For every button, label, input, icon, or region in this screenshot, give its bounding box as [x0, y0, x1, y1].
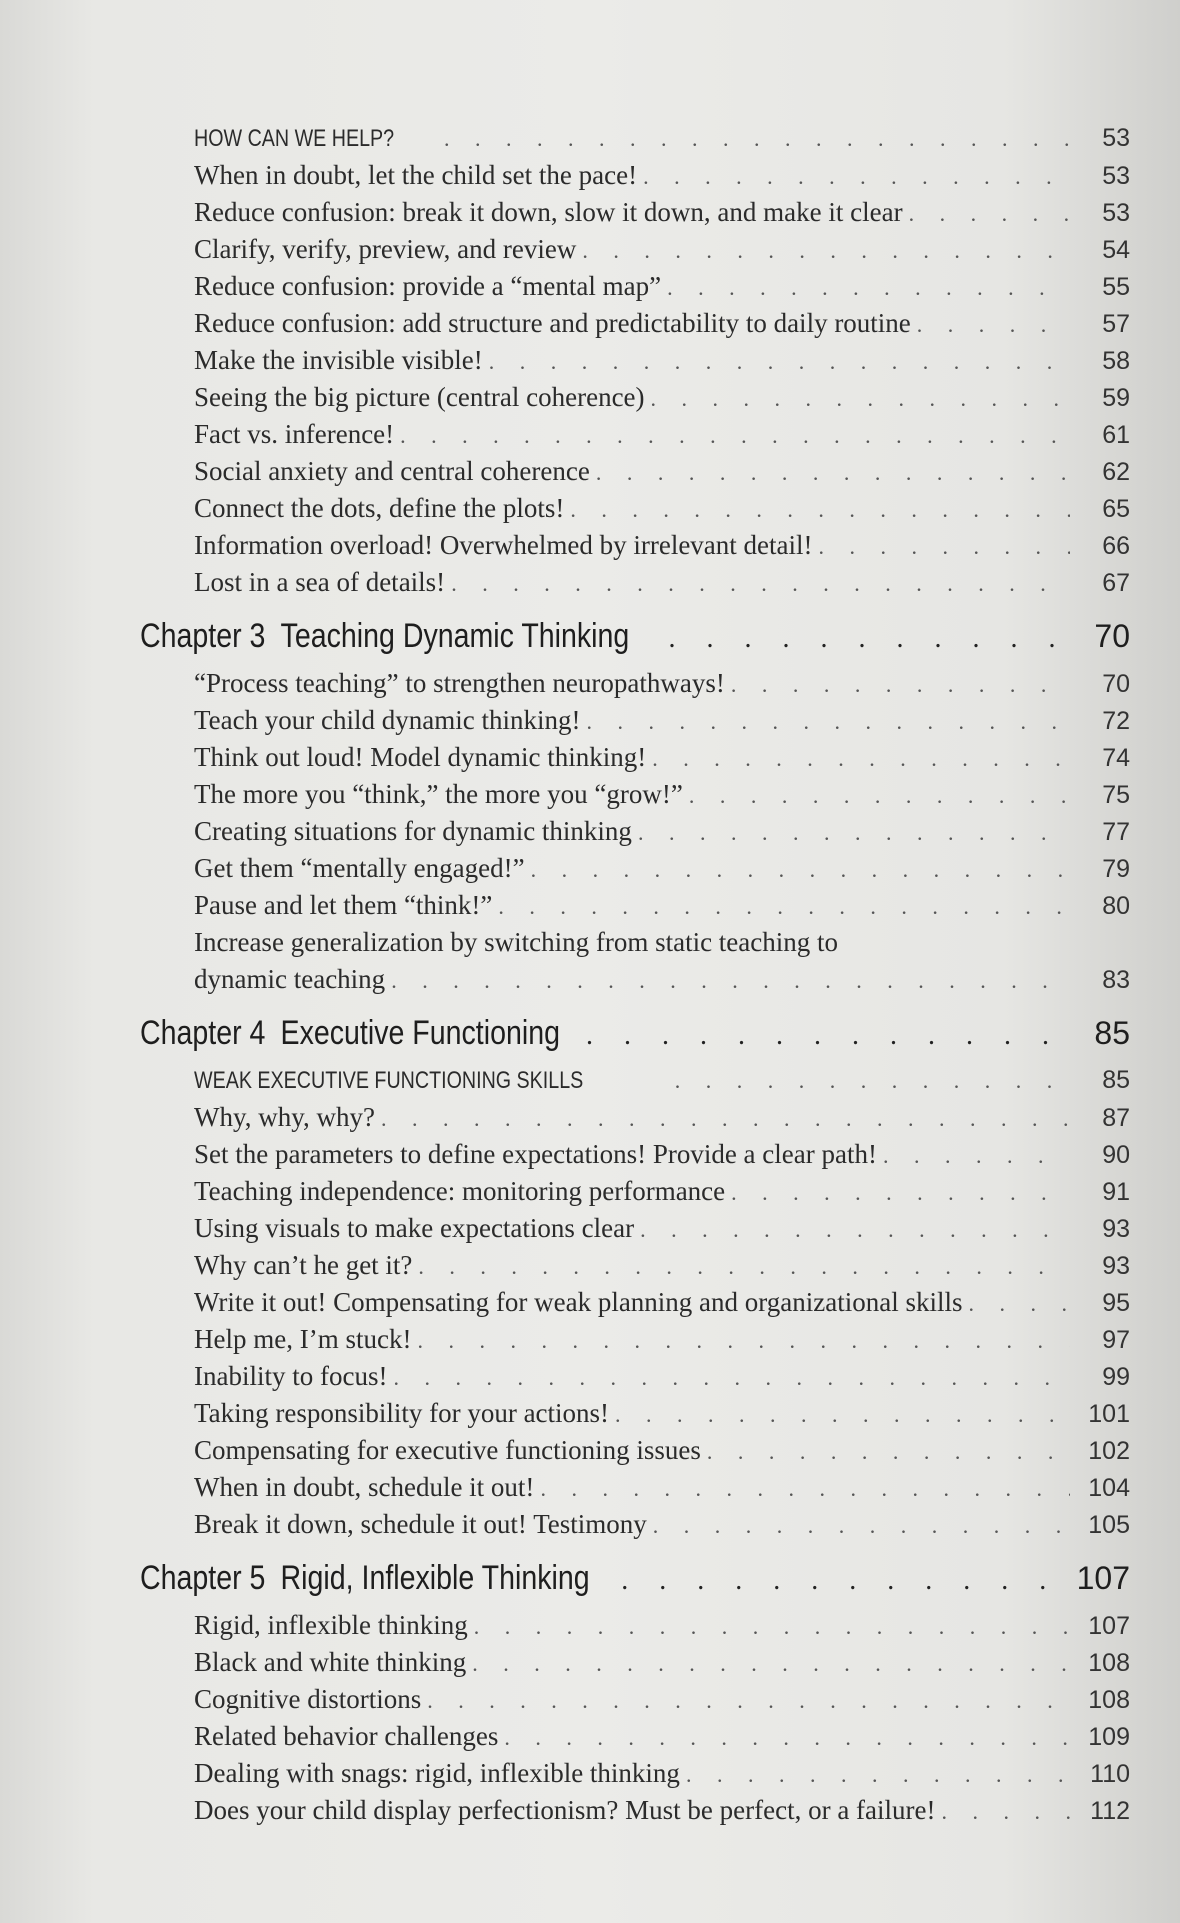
toc-entry — [140, 1432, 1130, 1469]
toc-entry-multiline-second — [140, 961, 1130, 998]
toc-entry — [140, 157, 1130, 194]
toc-entry-page: 110 — [1090, 1760, 1130, 1788]
toc-entry — [140, 1718, 1130, 1755]
toc-entry-title: Cognitive distortions — [194, 1684, 422, 1714]
toc-entry-page: 70 — [1102, 670, 1130, 698]
toc-entry — [140, 1062, 1130, 1099]
toc-entry-title: Rigid, inflexible thinking — [194, 1610, 468, 1640]
toc-entry-title: Does your child display perfectionism? Must be perfect, or a failure! — [194, 1795, 936, 1825]
toc-entry-title: Make the invisible visible! — [194, 345, 483, 375]
toc-entry — [140, 527, 1130, 564]
toc-entry-page: 67 — [1102, 569, 1130, 597]
dot-leader — [468, 1608, 1070, 1645]
toc-entry-title: Black and white thinking — [194, 1647, 467, 1677]
toc-entry-page: 75 — [1102, 781, 1130, 809]
toc-entry-page: 108 — [1088, 1686, 1130, 1714]
dot-leader — [412, 1248, 1070, 1285]
toc-entry — [140, 1395, 1130, 1432]
toc-entry — [140, 1358, 1130, 1395]
toc-entry-title: Taking responsibility for your actions! — [194, 1398, 610, 1428]
toc-entry-page: 59 — [1102, 384, 1130, 412]
toc-entry-title: Inability to focus! — [194, 1361, 388, 1391]
toc-entry — [140, 1506, 1130, 1543]
toc-entry — [140, 665, 1130, 702]
toc-entry-page: 112 — [1090, 1797, 1130, 1825]
dot-leader — [525, 851, 1070, 888]
toc-entry-multiline-first — [140, 924, 1130, 961]
dot-leader — [581, 703, 1070, 740]
toc-entry-title: Seeing the big picture (central coherence) — [194, 382, 645, 412]
toc-entry — [140, 1469, 1130, 1506]
dot-leader — [646, 740, 1070, 777]
toc-entry-title: Fact vs. inference! — [194, 419, 395, 449]
toc-entry-title: Help me, I’m stuck! — [194, 1324, 412, 1354]
toc-entry — [140, 564, 1130, 601]
dot-leader — [725, 666, 1070, 703]
toc-entry-title: Why can’t he get it? — [194, 1250, 413, 1280]
toc-entry-page: 108 — [1088, 1649, 1130, 1677]
toc-entry — [140, 305, 1130, 342]
toc-entry-page: 101 — [1088, 1400, 1130, 1428]
toc-entry-title: The more you “think,” the more you “grow!” — [194, 779, 683, 809]
toc-entry — [140, 1099, 1130, 1136]
toc-entry-title: Teaching independence: monitoring performance — [194, 1176, 726, 1206]
dot-leader — [411, 1322, 1070, 1359]
toc-entry — [140, 268, 1130, 305]
toc-entry-title: Get them “mentally engaged!” — [194, 853, 525, 883]
dot-leader — [375, 1100, 1070, 1137]
dot-leader — [580, 1007, 1070, 1065]
chapter-page: 107 — [1076, 1560, 1130, 1596]
chapter-name: Teaching Dynamic Thinking — [280, 617, 630, 655]
toc-entry-page: 54 — [1102, 236, 1130, 264]
toc-entry — [140, 1681, 1130, 1718]
toc-entry-page: 85 — [1102, 1066, 1130, 1094]
table-of-contents — [140, 120, 1130, 1829]
dot-leader — [634, 1211, 1070, 1248]
dot-leader — [590, 454, 1070, 491]
chapter-heading — [140, 1549, 1130, 1607]
toc-entry-title: Teach your child dynamic thinking! — [194, 705, 581, 735]
chapter-label: Chapter 4 — [140, 1014, 266, 1052]
dot-leader — [647, 1507, 1070, 1544]
toc-entry — [140, 1210, 1130, 1247]
toc-entry-title: Dealing with snags: rigid, inflexible thinking — [194, 1758, 680, 1788]
toc-entry — [140, 887, 1130, 924]
toc-entry-title: Related behavior challenges — [194, 1721, 499, 1751]
toc-entry — [140, 776, 1130, 813]
toc-entry-page: 104 — [1088, 1474, 1130, 1502]
dot-leader — [534, 1470, 1070, 1507]
toc-entry-page: 91 — [1102, 1178, 1130, 1206]
dot-leader — [813, 528, 1070, 565]
dot-leader — [498, 1719, 1070, 1756]
dot-leader — [445, 565, 1070, 602]
toc-entry — [140, 120, 1130, 157]
toc-entry-title: Information overload! Overwhelmed by irrelevant detail! — [194, 530, 813, 560]
toc-entry-page: 61 — [1102, 421, 1130, 449]
toc-entry-title: Reduce confusion: provide a “mental map” — [194, 271, 662, 301]
toc-entry-title: Lost in a sea of details! — [194, 567, 446, 597]
toc-entry — [140, 702, 1130, 739]
chapter-label: Chapter 5 — [140, 1559, 266, 1597]
toc-entry-title: When in doubt, let the child set the pace! — [194, 160, 638, 190]
dot-leader — [725, 1174, 1070, 1211]
toc-entry-page: 66 — [1102, 532, 1130, 560]
toc-entry-title: Why, why, why? — [194, 1102, 375, 1132]
chapter-page: 85 — [1094, 1015, 1130, 1051]
toc-entry-page: 93 — [1102, 1215, 1130, 1243]
chapter-name: Executive Functioning — [280, 1014, 560, 1052]
toc-entry-title: Clarify, verify, preview, and review — [194, 234, 577, 264]
toc-entry-page: 80 — [1102, 892, 1130, 920]
toc-entry-page: 72 — [1102, 707, 1130, 735]
toc-entry-title-line2: dynamic teaching — [194, 964, 386, 994]
chapter-page: 70 — [1094, 618, 1130, 654]
toc-entry-page: 53 — [1102, 162, 1130, 190]
toc-entry-title: Pause and let them “think!” — [194, 890, 493, 920]
toc-entry — [140, 453, 1130, 490]
toc-entry-page: 55 — [1102, 273, 1130, 301]
toc-entry — [140, 1284, 1130, 1321]
toc-entry-page: 90 — [1102, 1141, 1130, 1169]
toc-entry — [140, 194, 1130, 231]
toc-entry-title: Creating situations for dynamic thinking — [194, 816, 632, 846]
toc-entry-page: 58 — [1102, 347, 1130, 375]
dot-leader — [492, 888, 1070, 925]
chapter-title — [140, 1004, 560, 1062]
toc-entry — [140, 1644, 1130, 1681]
toc-entry-page: 83 — [1102, 966, 1130, 994]
dot-leader — [632, 814, 1070, 851]
toc-entry-page: 79 — [1102, 855, 1130, 883]
toc-entry-page: 62 — [1102, 458, 1130, 486]
toc-entry-page: 107 — [1088, 1612, 1130, 1640]
chapter-heading — [140, 607, 1130, 665]
dot-leader — [385, 962, 1070, 999]
dot-leader — [387, 1359, 1070, 1396]
toc-entry-page: 53 — [1102, 124, 1130, 152]
toc-entry-title-line1: Increase generalization by switching from static teaching to — [194, 927, 839, 957]
toc-entry-page: 65 — [1102, 495, 1130, 523]
toc-entry-page: 102 — [1088, 1437, 1130, 1465]
toc-entry — [140, 1173, 1130, 1210]
toc-entry-page: 87 — [1102, 1104, 1130, 1132]
toc-entry-page: 93 — [1102, 1252, 1130, 1280]
toc-entry-title: Compensating for executive functioning issues — [194, 1435, 701, 1465]
toc-entry-title: Using visuals to make expectations clear — [194, 1213, 635, 1243]
toc-entry — [140, 416, 1130, 453]
toc-entry — [140, 1755, 1130, 1792]
dot-leader — [609, 1396, 1070, 1433]
toc-entry-page: 109 — [1088, 1723, 1130, 1751]
dot-leader — [662, 610, 1070, 668]
chapter-title — [140, 1549, 590, 1607]
dot-leader — [576, 232, 1070, 269]
dot-leader — [615, 1552, 1070, 1610]
toc-entry-title: Break it down, schedule it out! Testimony — [194, 1509, 647, 1539]
toc-entry-page: 77 — [1102, 818, 1130, 846]
toc-entry — [140, 1321, 1130, 1358]
toc-entry-title: Connect the dots, define the plots! — [194, 493, 565, 523]
dot-leader — [903, 195, 1070, 232]
toc-entry — [140, 490, 1130, 527]
toc-entry-title: When in doubt, schedule it out! — [194, 1472, 535, 1502]
dot-leader — [877, 1137, 1070, 1174]
toc-entry — [140, 1607, 1130, 1644]
toc-entry-title: Reduce confusion: break it down, slow it down, and make it clear — [194, 197, 903, 227]
dot-leader — [911, 306, 1070, 343]
toc-entry — [140, 342, 1130, 379]
dot-leader — [680, 1756, 1070, 1793]
dot-leader — [466, 1645, 1070, 1682]
dot-leader — [483, 343, 1070, 380]
dot-leader — [661, 269, 1070, 306]
dot-leader — [637, 158, 1070, 195]
dot-leader — [645, 380, 1070, 417]
toc-entry-title: Social anxiety and central coherence — [194, 456, 590, 486]
dot-leader — [701, 1433, 1070, 1470]
toc-entry-page: 95 — [1102, 1289, 1130, 1317]
toc-entry — [140, 850, 1130, 887]
chapter-title — [140, 607, 629, 665]
toc-entry-title: Reduce confusion: add structure and predictability to daily routine — [194, 308, 911, 338]
toc-entry-page: 74 — [1102, 744, 1130, 772]
chapter-heading — [140, 1004, 1130, 1062]
dot-leader — [421, 1682, 1070, 1719]
toc-entry — [140, 739, 1130, 776]
dot-leader — [936, 1793, 1071, 1830]
toc-entry — [140, 231, 1130, 268]
toc-section-how-can-we-help — [140, 120, 1130, 601]
toc-entry — [140, 379, 1130, 416]
dot-leader — [963, 1285, 1071, 1322]
toc-entry-page: 105 — [1088, 1511, 1130, 1539]
toc-chapter-3 — [140, 607, 1130, 998]
chapter-label: Chapter 3 — [140, 617, 266, 655]
toc-entry-title: Set the parameters to define expectations! Provide a clear path! — [194, 1139, 877, 1169]
toc-chapter-5 — [140, 1549, 1130, 1829]
toc-entry — [140, 1136, 1130, 1173]
toc-entry — [140, 1247, 1130, 1284]
toc-entry-title: Write it out! Compensating for weak planning and organizational skills — [194, 1287, 963, 1317]
toc-entry-title: “Process teaching” to strengthen neuropathways! — [194, 668, 725, 698]
chapter-name: Rigid, Inflexible Thinking — [280, 1559, 590, 1597]
toc-entry-page: 97 — [1102, 1326, 1130, 1354]
toc-chapter-4 — [140, 1004, 1130, 1543]
dot-leader — [669, 1062, 1070, 1099]
dot-leader — [683, 777, 1070, 814]
toc-entry-page: 99 — [1102, 1363, 1130, 1391]
toc-entry-page: 53 — [1102, 199, 1130, 227]
toc-entry-title: Think out loud! Model dynamic thinking! — [194, 742, 647, 772]
toc-entry — [140, 813, 1130, 850]
dot-leader — [438, 120, 1070, 157]
toc-entry — [140, 1792, 1130, 1829]
toc-entry-page: 57 — [1102, 310, 1130, 338]
dot-leader — [394, 417, 1070, 454]
dot-leader — [564, 491, 1070, 528]
toc-entry-title: WEAK EXECUTIVE FUNCTIONING SKILLS — [194, 1067, 584, 1094]
toc-entry-title: HOW CAN WE HELP? — [194, 125, 395, 152]
